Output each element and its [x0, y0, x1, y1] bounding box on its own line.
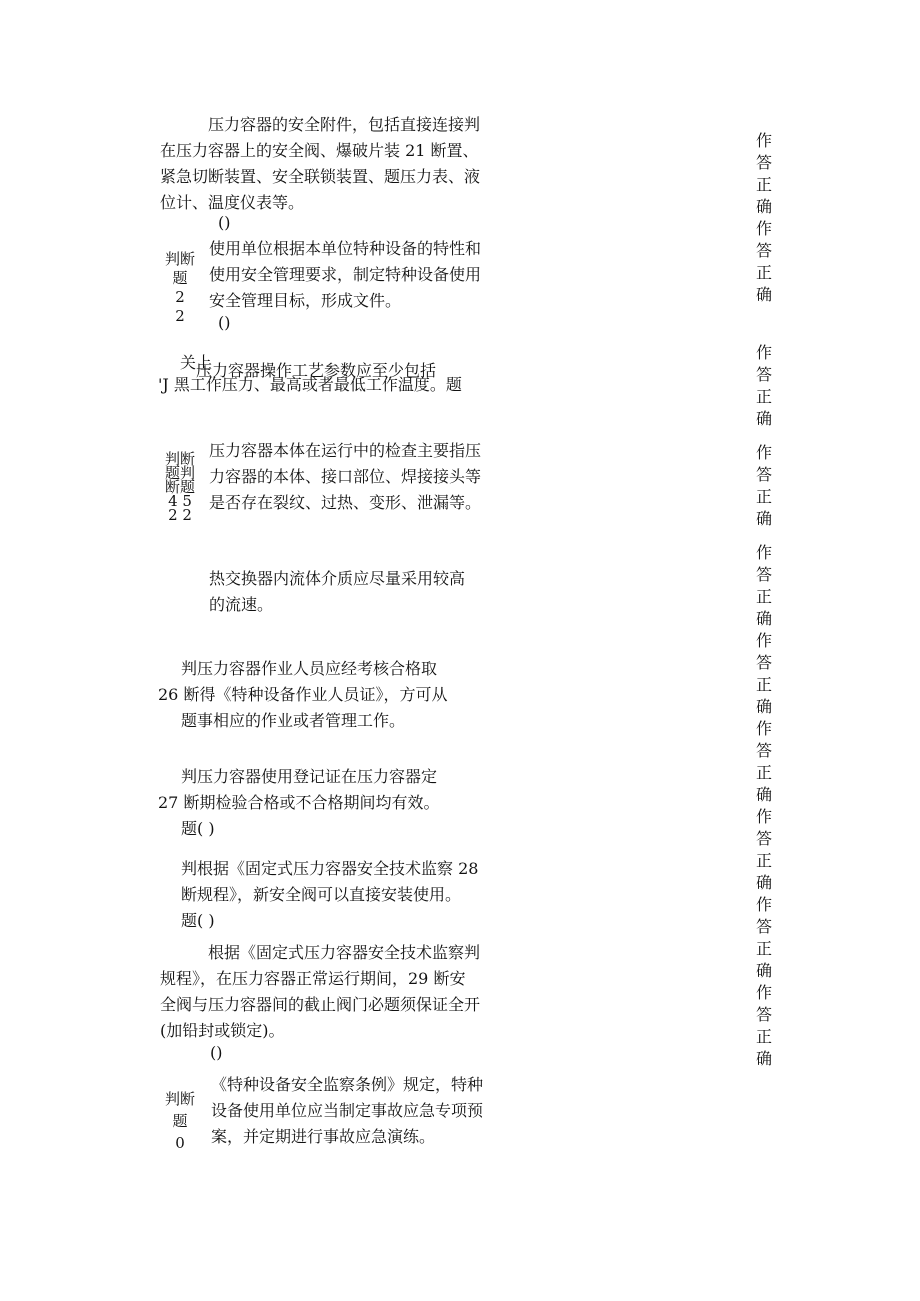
answer-char: 确	[755, 1049, 772, 1068]
question-21-line-2: 在压力容器上的安全阀、爆破片装 21 断置、	[160, 141, 479, 160]
question-21-line-3: 紧急切断装置、安全联锁装置、题压力表、液	[160, 167, 481, 186]
question-22-label-2: 题	[172, 269, 188, 287]
question-21-blank: ()	[218, 213, 231, 232]
question-28-line-2: 断规程》，新安全阀可以直接安装使用。	[181, 885, 462, 904]
question-29-line-4: (加铅封或锁定)。	[160, 1021, 285, 1040]
answer-char: 作	[755, 131, 772, 150]
answer-column-3	[754, 442, 774, 530]
answer-char: 确	[755, 873, 772, 892]
question-28-line-3: 题( )	[181, 911, 215, 930]
answer-char: 确	[755, 409, 772, 428]
answer-char: 确	[755, 197, 772, 216]
question-29-line-3: 全阀与压力容器间的截止阀门必题须保证全开	[160, 995, 481, 1014]
answer-char: 答	[755, 741, 772, 760]
question-28	[181, 856, 478, 934]
question-24-label-5: 2 2	[168, 506, 192, 524]
question-30-label	[162, 1088, 198, 1154]
question-24-label-3: 断题	[164, 478, 195, 496]
question-22-label-1: 判断	[164, 250, 195, 268]
question-24-label	[160, 452, 200, 522]
answer-char: 正	[755, 851, 772, 870]
answer-char: 答	[755, 365, 772, 384]
question-21-line-1: 压力容器的安全附件，包括直接连接判	[208, 115, 481, 134]
answer-column-2	[754, 342, 774, 430]
question-27-line-3: 题( )	[181, 819, 215, 838]
answer-char: 答	[755, 917, 772, 936]
answer-char: 确	[755, 697, 772, 716]
answer-char: 答	[755, 653, 772, 672]
question-24-line-2: 力容器的本体、接口部位、焊接接头等	[209, 467, 482, 486]
question-21-line-4: 位计、温度仪表等。	[160, 193, 305, 212]
question-22	[209, 236, 481, 314]
question-24-label-4: 4 5	[168, 492, 192, 510]
answer-char: 正	[755, 1027, 772, 1046]
question-27-line-1: 判压力容器使用登记证在压力容器定	[181, 767, 438, 786]
answer-char: 正	[755, 939, 772, 958]
answer-char: 正	[755, 387, 772, 406]
answer-char: 作	[755, 719, 772, 738]
answer-char: 正	[755, 487, 772, 506]
question-22-line-3: 安全管理目标，形成文件。	[209, 291, 402, 310]
question-22-label-3: 2	[175, 288, 185, 306]
question-27	[158, 764, 439, 842]
answer-char: 答	[755, 829, 772, 848]
answer-char: 确	[755, 785, 772, 804]
answer-char: 正	[755, 675, 772, 694]
answer-char: 答	[755, 241, 772, 260]
answer-char: 确	[755, 609, 772, 628]
question-24-label-1: 判断	[164, 450, 195, 468]
answer-char: 作	[755, 543, 772, 562]
question-24-label-2: 题判	[164, 464, 195, 482]
question-30-line-1: 《特种设备安全监察条例》规定，特种	[211, 1075, 484, 1094]
question-25	[209, 566, 465, 618]
answer-column-4	[754, 542, 774, 1070]
answer-char: 确	[755, 961, 772, 980]
question-30-line-3: 案，并定期进行事故应急演练。	[211, 1127, 436, 1146]
answer-char: 作	[755, 631, 772, 650]
question-25-line-2: 的流速。	[209, 595, 274, 614]
answer-char: 作	[755, 895, 772, 914]
question-29-line-1: 根据《固定式压力容器安全技术监察判	[208, 943, 481, 962]
question-22-label	[162, 250, 198, 326]
question-22-blank: ()	[218, 313, 231, 332]
question-30-label-3: 0	[175, 1134, 185, 1152]
question-25-line-1: 热交换器内流体介质应尽量采用较高	[209, 569, 466, 588]
question-24-line-3: 是否存在裂纹、过热、变形、泄漏等。	[209, 493, 482, 512]
question-30	[211, 1072, 483, 1150]
question-28-line-1: 判根据《固定式压力容器安全技术监察 28	[181, 859, 479, 878]
question-27-line-2: 27 断期检验合格或不合格期间均有效。	[158, 793, 440, 812]
answer-char: 作	[755, 219, 772, 238]
answer-char: 答	[755, 153, 772, 172]
question-23-main: 压力容器操作工艺参数应至少包括	[196, 361, 437, 380]
question-24	[209, 438, 481, 516]
answer-char: 正	[755, 587, 772, 606]
question-23-line: 'J 黑工作压力、最高或者最低工作温度。题	[158, 375, 462, 394]
answer-char: 作	[755, 983, 772, 1002]
answer-char: 作	[755, 443, 772, 462]
question-22-line-2: 使用安全管理要求，制定特种设备使用	[209, 265, 482, 284]
question-29-line-2: 规程》，在压力容器正常运行期间，29 断安	[160, 969, 466, 988]
question-29-blank: ()	[210, 1043, 223, 1062]
question-30-line-2: 设备使用单位应当制定事故应急专项预	[211, 1101, 484, 1120]
answer-char: 答	[755, 1005, 772, 1024]
answer-char: 答	[755, 565, 772, 584]
question-26-line-3: 题事相应的作业或者管理工作。	[181, 711, 406, 730]
question-30-label-2: 题	[172, 1112, 188, 1130]
answer-char: 确	[755, 509, 772, 528]
question-22-line-1: 使用单位根据本单位特种设备的特性和	[209, 239, 482, 258]
answer-char: 作	[755, 807, 772, 826]
question-22-label-4: 2	[175, 307, 185, 325]
question-29	[160, 940, 480, 1044]
question-30-label-1: 判断	[164, 1090, 195, 1108]
answer-char: 正	[755, 175, 772, 194]
answer-char: 正	[755, 763, 772, 782]
answer-char: 作	[755, 343, 772, 362]
question-24-line-1: 压力容器本体在运行中的检查主要指压	[209, 441, 482, 460]
answer-char: 答	[755, 465, 772, 484]
answer-char: 确	[755, 285, 772, 304]
question-26-line-1: 判压力容器作业人员应经考核合格取	[181, 659, 438, 678]
question-21	[160, 112, 480, 216]
question-26	[158, 656, 447, 734]
question-26-line-2: 26 断得《特种设备作业人员证》，方可从	[158, 685, 448, 704]
answer-char: 正	[755, 263, 772, 282]
question-23-top: 关上	[180, 353, 213, 372]
answer-column-1	[754, 130, 774, 306]
